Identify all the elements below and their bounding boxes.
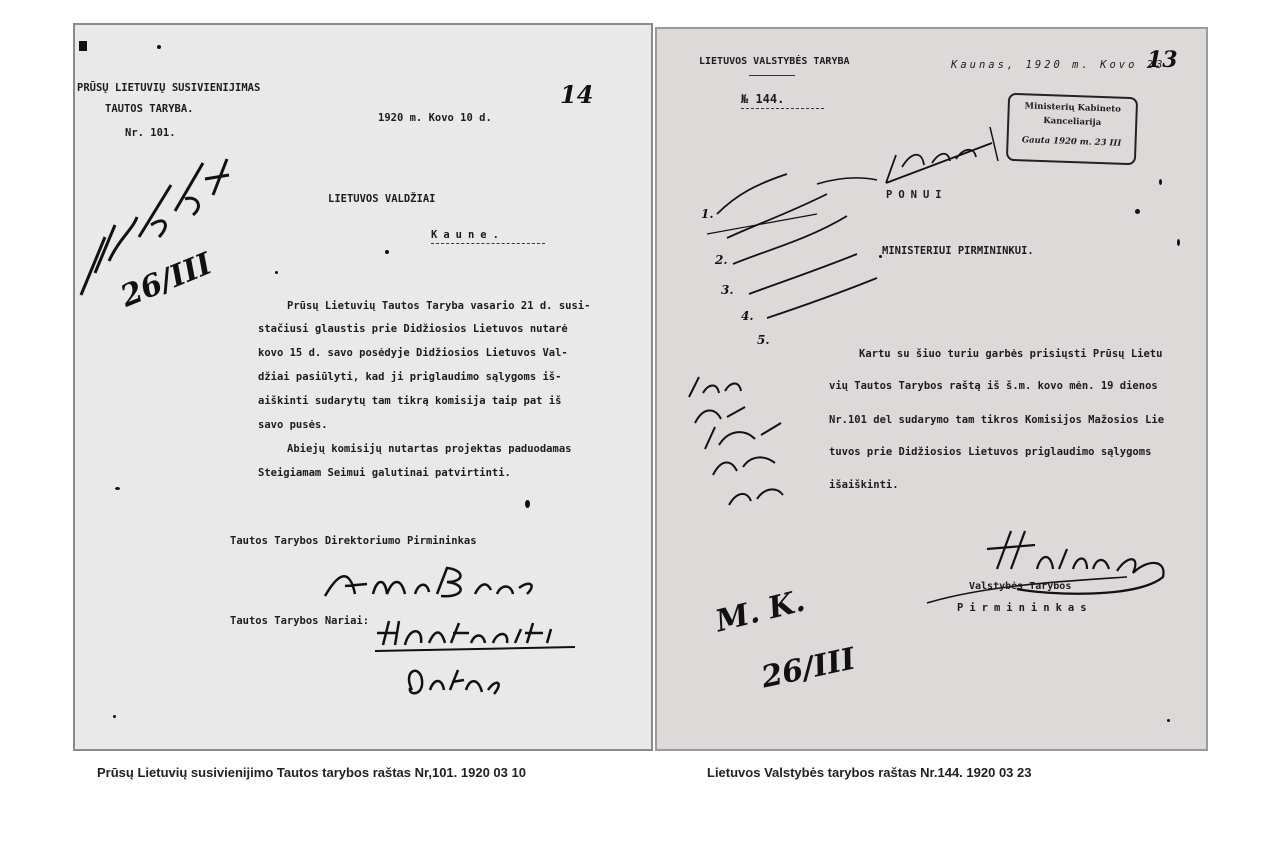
left-members-label: Tautos Tarybos Nariai: <box>230 615 370 627</box>
left-header-org: TAUTOS TARYBA. <box>105 103 194 115</box>
left-member-signature-1 <box>375 615 585 655</box>
left-director-signature <box>315 560 575 605</box>
right-recipient: MINISTERIUI PIRMININKUI. <box>882 245 1034 257</box>
left-recipient: LIETUVOS VALDŽIAI <box>328 193 436 205</box>
scan-mark <box>79 41 87 51</box>
scan-speck <box>385 250 389 254</box>
handwritten-names-list <box>685 367 795 517</box>
right-salutation: PONUI <box>886 189 948 201</box>
left-caption: Prūsų Lietuvių susivienijimo Tautos tarybos raštas Nr,101. 1920 03 10 <box>97 765 526 780</box>
left-body-line-8: Steigiamam Seimui galutinai patvirtinti. <box>258 467 511 479</box>
scan-speck <box>1177 239 1180 246</box>
left-body-line-3: kovo 15 d. savo posėdyje Didžiosios Lietuvos Val- <box>258 347 568 359</box>
right-margin-date: 26/III <box>758 641 859 696</box>
left-member-signature-2 <box>400 660 520 705</box>
left-body-line-5: aiškinti sudarytų tam tikrą komisija taip pat iš <box>258 395 562 407</box>
handwritten-distribution-list <box>697 154 897 364</box>
left-place: Kaune. <box>431 229 545 244</box>
right-document-scan <box>655 27 1208 751</box>
header-rule <box>749 75 795 76</box>
svg-text:4.: 4. <box>741 309 754 323</box>
left-number: Nr. 101. <box>125 127 176 139</box>
scan-speck <box>115 487 120 490</box>
left-body-line-4: džiai pasiūlyti, kad ji priglaudimo sąlygoms iš- <box>258 371 562 383</box>
svg-text:1.: 1. <box>701 207 714 221</box>
left-body-line-1: Prūsų Lietuvių Tautos Taryba vasario 21 d. susi- <box>287 300 591 312</box>
registration-stamp <box>1006 93 1138 165</box>
scan-speck <box>525 500 530 508</box>
stamp-line-1: Ministerių Kabineto <box>1024 101 1122 115</box>
right-signature-title-2: Pirmininkas <box>957 602 1093 614</box>
right-number: № 144. <box>741 92 824 109</box>
left-corner-mark: 14 <box>560 80 594 109</box>
left-body-line-6: savo pusės. <box>258 419 328 431</box>
scan-speck <box>879 255 882 258</box>
scan-speck <box>275 271 278 274</box>
stamp-line-3: Gauta 1920 m. 23 III <box>1021 135 1122 149</box>
scan-speck <box>1135 209 1140 214</box>
left-date: 1920 m. Kovo 10 d. <box>378 112 492 124</box>
right-body-line-5: išaiškinti. <box>829 479 899 491</box>
scan-speck <box>157 45 161 49</box>
svg-text:2.: 2. <box>715 253 728 267</box>
handwritten-resolution-box <box>882 121 1002 191</box>
scan-speck <box>1167 719 1170 722</box>
left-header-top: PRŪSŲ LIETUVIŲ SUSIVIENIJIMAS <box>77 82 261 94</box>
right-body-line-4: tuvos prie Didžiosios Lietuvos priglaudimo sąlygoms <box>829 446 1152 458</box>
right-date: Kaunas, 1920 m. Kovo 23 <box>951 59 1166 71</box>
right-body-line-1: Kartu su šiuo turiu garbės prisiųsti Prūsų Lietu <box>859 348 1163 360</box>
scan-speck <box>113 715 116 718</box>
chairman-signature <box>927 519 1177 609</box>
right-corner-mark: 13 <box>1147 47 1178 73</box>
left-body-line-2: stačiusi glaustis prie Didžiosios Lietuvos nutarė <box>258 323 568 335</box>
left-document-scan <box>73 23 653 751</box>
left-signature-title: Tautos Tarybos Direktoriumo Pirmininkas <box>230 535 477 547</box>
right-header: LIETUVOS VALSTYBĖS TARYBA <box>699 56 850 67</box>
svg-text:3.: 3. <box>721 283 734 297</box>
right-margin-initials: M. K. <box>712 583 809 640</box>
right-caption: Lietuvos Valstybės tarybos raštas Nr.144. 1920 03 23 <box>707 765 1032 780</box>
stamp-line-2: Kanceliarija <box>1043 115 1102 129</box>
right-signature-title-1: Valstybės Tarybos <box>969 581 1072 592</box>
left-body-line-7: Abiejų komisijų nutartas projektas paduodamas <box>287 443 572 455</box>
svg-text:5.: 5. <box>757 333 770 347</box>
right-body-line-2: vių Tautos Tarybos raštą iš š.m. kovo mėn. 19 dienos <box>829 380 1158 392</box>
left-margin-date: 26/III <box>115 246 217 315</box>
scan-speck <box>1159 179 1162 185</box>
right-body-line-3: Nr.101 del sudarymo tam tikros Komisijos Mažosios Lie <box>829 414 1165 426</box>
